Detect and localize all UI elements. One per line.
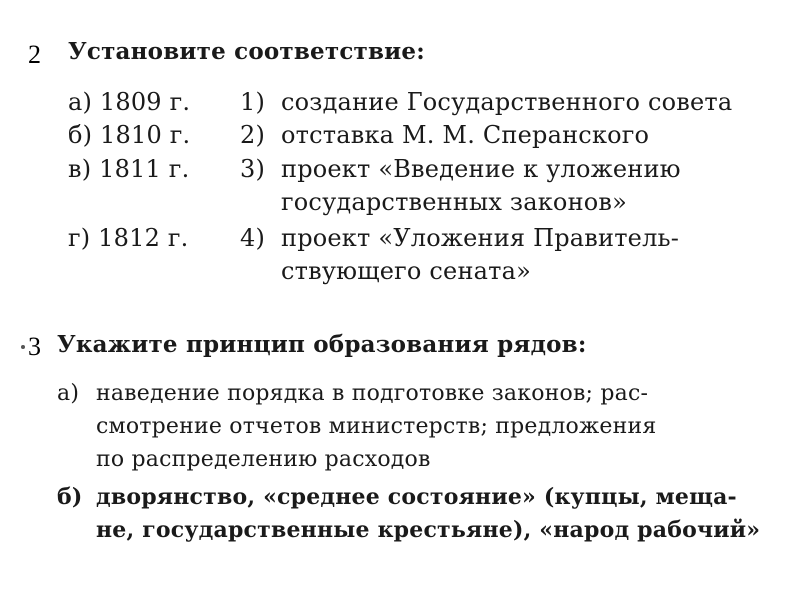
event-number: 3)	[240, 155, 266, 183]
date-item: г) 1812 г.	[68, 224, 189, 252]
event-text-continued: государственных законов»	[281, 188, 628, 216]
item-text: дворянство, «среднее состояние» (купцы, меща-	[96, 484, 737, 510]
event-number: 1)	[240, 88, 266, 116]
task-2-title: Установите соответствие:	[68, 38, 425, 65]
event-text: создание Государственного совета	[281, 88, 733, 116]
task-3-number: 3	[28, 332, 41, 361]
event-number: 2)	[240, 121, 266, 149]
item-label: а)	[57, 381, 80, 406]
event-text-continued: ствующего сената»	[281, 257, 532, 285]
date-item: в) 1811 г.	[68, 155, 190, 183]
task-3-title: Укажите принцип образования рядов:	[57, 331, 587, 358]
item-text-continued: смотрение отчетов министерств; предложения	[96, 414, 657, 439]
item-text-continued: по распределению расходов	[96, 447, 431, 472]
event-text: проект «Введение к уложению	[281, 155, 681, 183]
event-text: отставка М. М. Сперанского	[281, 121, 650, 149]
event-text: проект «Уложения Правитель-	[281, 224, 680, 252]
task-2-number: 2	[28, 40, 41, 69]
date-item: б) 1810 г.	[68, 121, 191, 149]
event-number: 4)	[240, 224, 266, 252]
item-text-continued: не, государственные крестьяне), «народ рабочий»	[96, 517, 761, 543]
date-item: а) 1809 г.	[68, 88, 191, 116]
item-text: наведение порядка в подготовке законов; рас-	[96, 381, 649, 406]
stray-mark	[21, 345, 25, 349]
item-label: б)	[57, 484, 83, 510]
